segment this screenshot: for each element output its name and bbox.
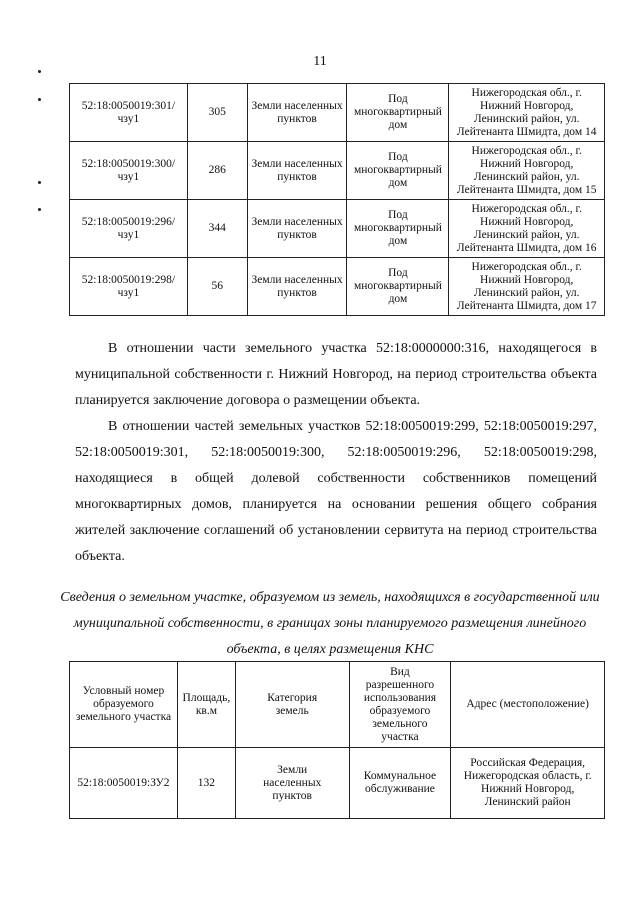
category-cell: Земли населенных пунктов <box>247 258 347 316</box>
address-cell: Российская Федерация, Нижегородская область, г. Нижний Новгород, Ленинский район <box>451 748 605 819</box>
area-cell: 132 <box>177 748 235 819</box>
category-cell: Земли населенных пунктов <box>247 200 347 258</box>
address-cell: Нижегородская обл., г. Нижний Новгород, Ленинский район, ул. Лейтенанта Шмидта, дом 15 <box>449 142 605 200</box>
use-cell: Под многоквартирный дом <box>347 84 449 142</box>
plot-id-cell: 52:18:0050019:ЗУ2 <box>70 748 178 819</box>
use-cell: Под многоквартирный дом <box>347 200 449 258</box>
area-cell: 344 <box>187 200 247 258</box>
page-number: 11 <box>313 54 327 69</box>
header-plot-id: Условный номер образуемого земельного участка <box>70 662 178 748</box>
plot-id-cell: 52:18:0050019:298/ чзу1 <box>70 258 188 316</box>
paragraph-servitude: В отношении частей земельных участков 52:18:0050019:299, 52:18:0050019:297, 52:18:0050019:301, 52:18:0050019:300, 52:18:0050019:296, 52:18:0050019:298, находящиеся в общей долевой собственности собственников помещений многоквартирных домов, планируется на основании решения общего собрания жителей заключение соглашений об установлении сервитута на период строительства объекта. <box>75 419 597 564</box>
category-cell: Земли населенных пунктов <box>247 142 347 200</box>
table-row <box>70 200 605 258</box>
category-cell: Земли населенных пунктов <box>235 748 349 819</box>
address-cell: Нижегородская обл., г. Нижний Новгород, Ленинский район, ул. Лейтенанта Шмидта, дом 16 <box>449 200 605 258</box>
margin-dot <box>38 98 41 101</box>
table-row <box>70 84 605 142</box>
margin-dot <box>38 208 41 211</box>
easement-parts-table <box>69 83 605 316</box>
header-category: Категория земель <box>235 662 349 748</box>
plot-id-cell: 52:18:0050019:300/ чзу1 <box>70 142 188 200</box>
category-cell: Земли населенных пунктов <box>247 84 347 142</box>
area-cell: 286 <box>187 142 247 200</box>
use-cell: Коммунальное обслуживание <box>349 748 451 819</box>
plot-id-cell: 52:18:0050019:301/ чзу1 <box>70 84 188 142</box>
table-row <box>70 748 605 819</box>
header-address: Адрес (местоположение) <box>451 662 605 748</box>
paragraph-municipal-land: В отношении части земельного участка 52:18:0000000:316, находящегося в муниципальной собственности г. Нижний Новгород, на период строительства объекта планируется заключение договора о размещении объекта. <box>75 341 597 408</box>
use-cell: Под многоквартирный дом <box>347 258 449 316</box>
header-area: Площадь, кв.м <box>177 662 235 748</box>
table-row <box>70 258 605 316</box>
margin-dot <box>38 70 41 73</box>
address-cell: Нижегородская обл., г. Нижний Новгород, Ленинский район, ул. Лейтенанта Шмидта, дом 14 <box>449 84 605 142</box>
formed-plot-table <box>69 661 605 819</box>
use-cell: Под многоквартирный дом <box>347 142 449 200</box>
area-cell: 56 <box>187 258 247 316</box>
address-cell: Нижегородская обл., г. Нижний Новгород, Ленинский район, ул. Лейтенанта Шмидта, дом 17 <box>449 258 605 316</box>
table2-caption: Сведения о земельном участке, образуемом из земель, находящихся в государственной или муниципальной собственности, в границах зоны планируемого размещения линейного объекта, в целях размещения КНС <box>60 590 600 657</box>
margin-dot <box>38 181 41 184</box>
table-row <box>70 142 605 200</box>
header-use: Вид разрешенного использования образуемого земельного участка <box>349 662 451 748</box>
area-cell: 305 <box>187 84 247 142</box>
plot-id-cell: 52:18:0050019:296/ чзу1 <box>70 200 188 258</box>
